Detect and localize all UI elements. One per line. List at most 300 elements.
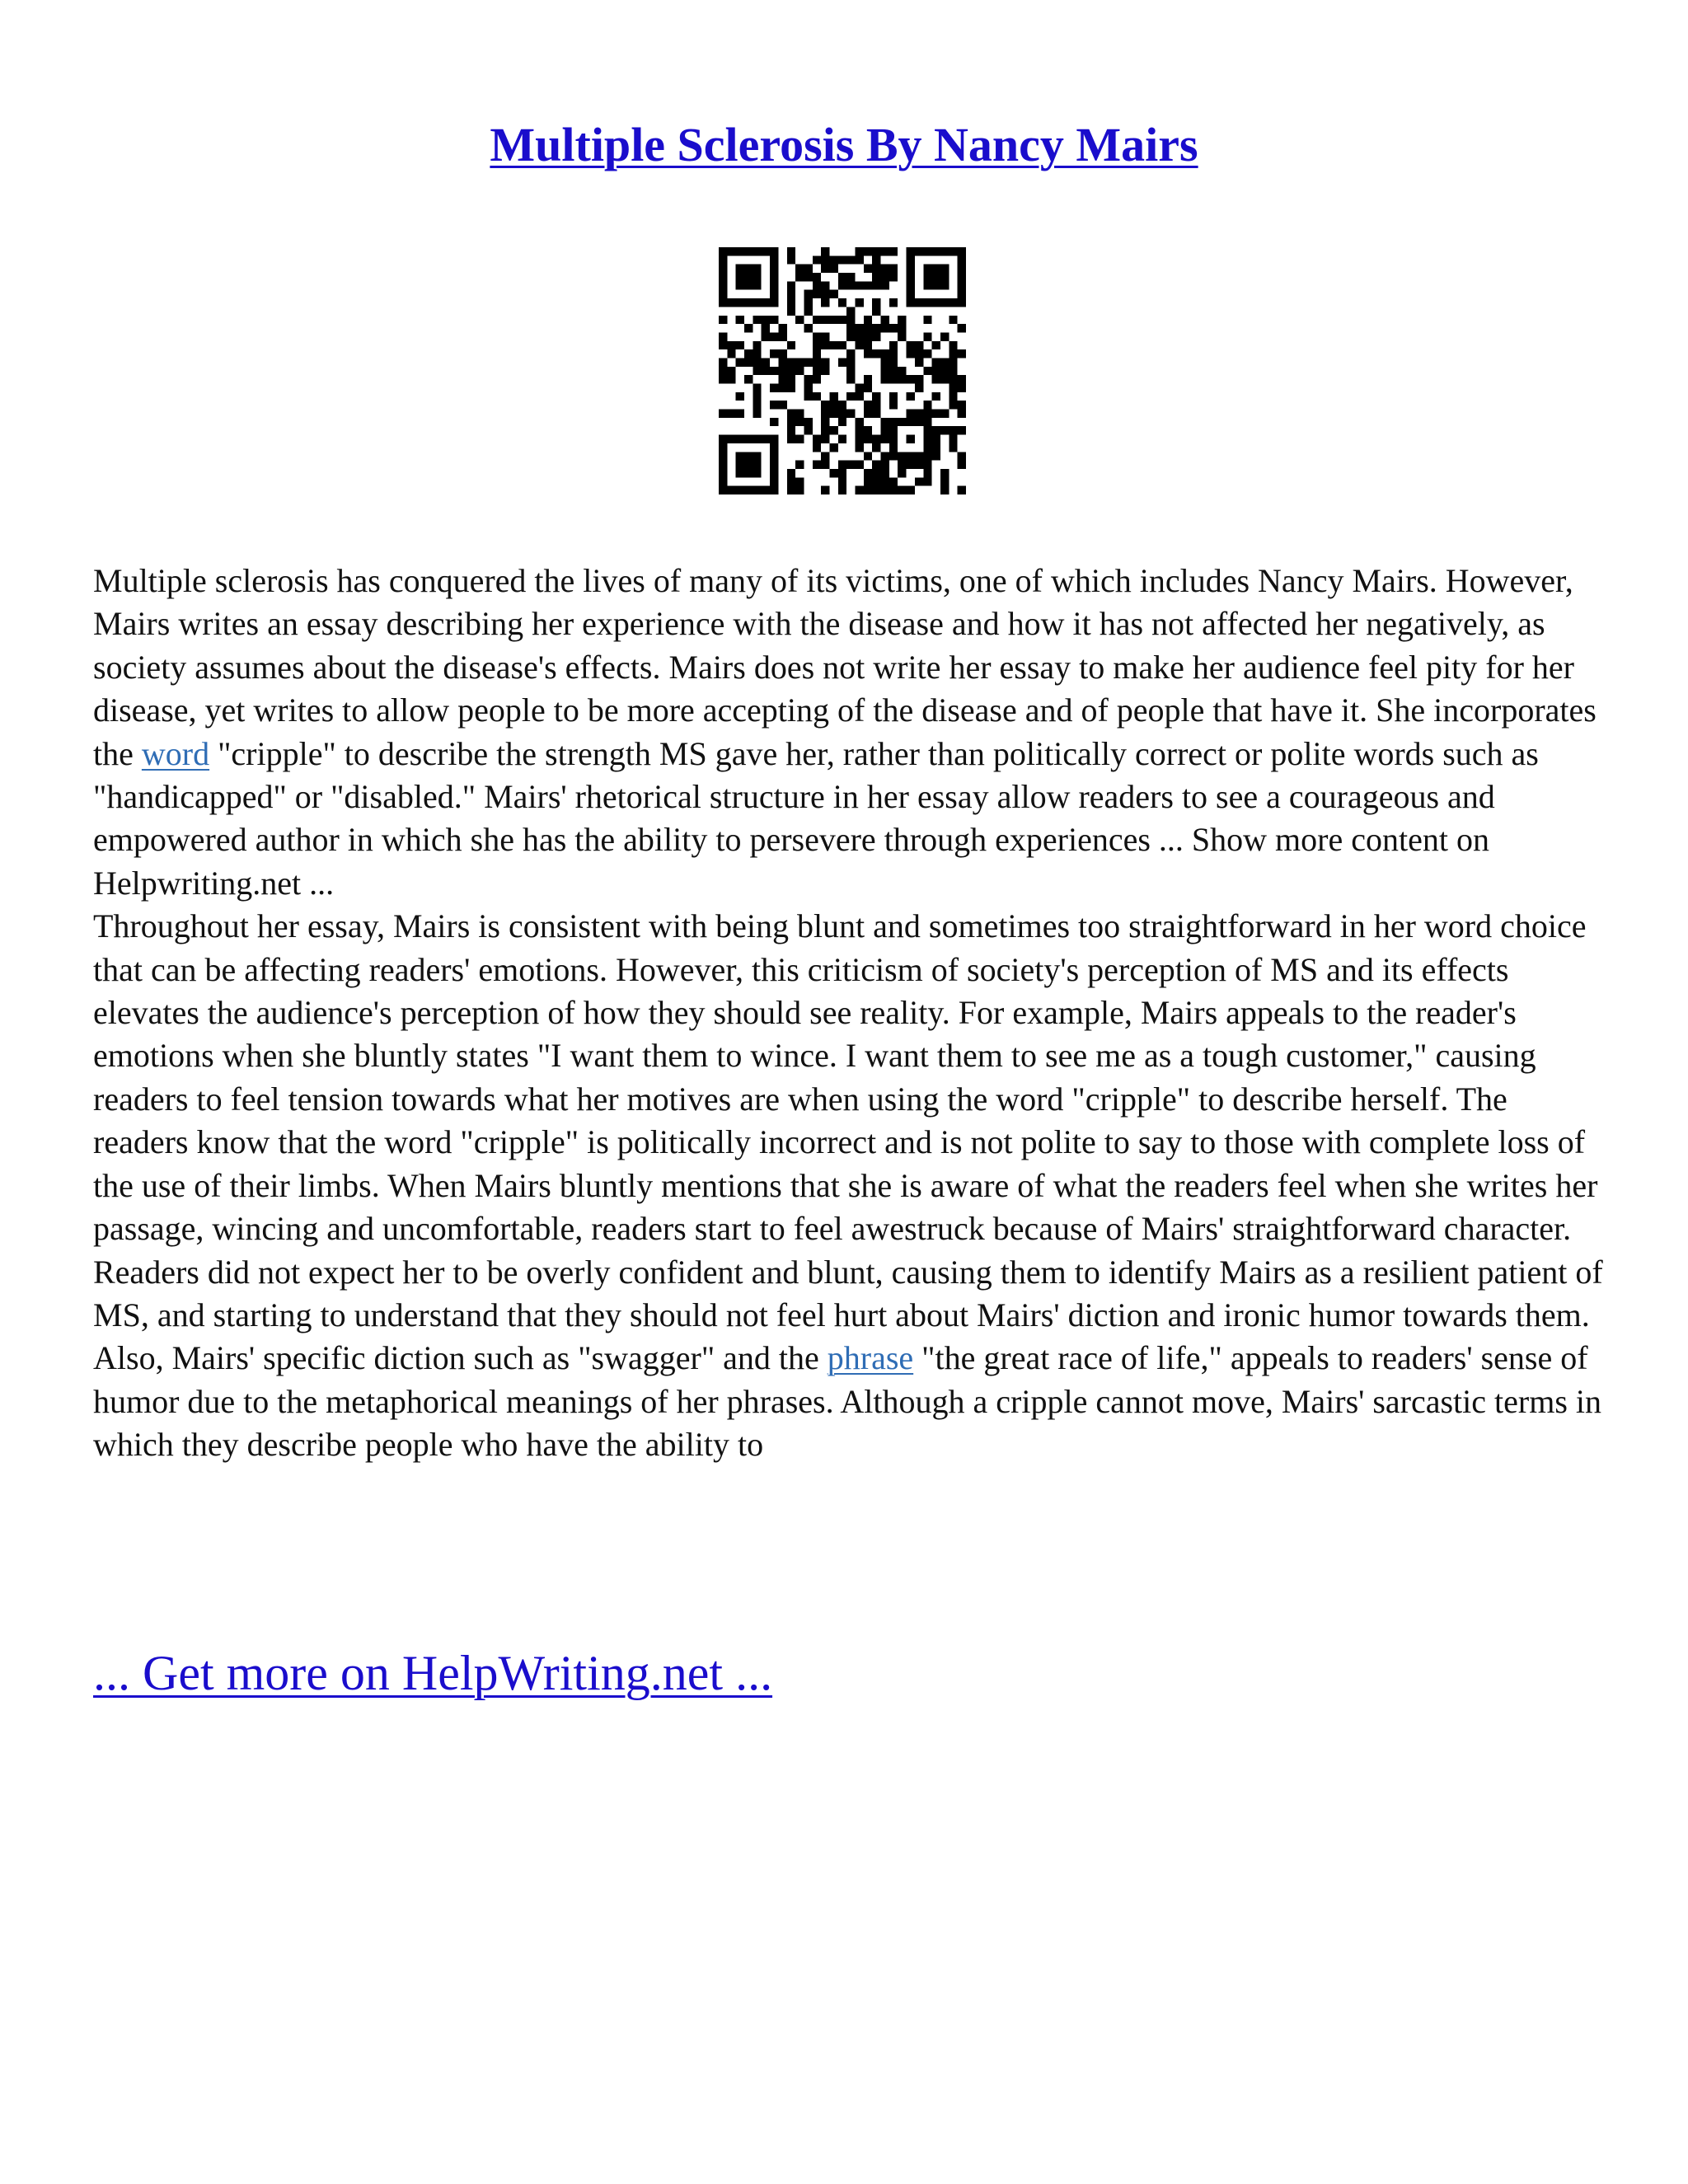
qr-module bbox=[949, 367, 957, 375]
qr-module bbox=[813, 358, 821, 366]
qr-module bbox=[949, 426, 957, 434]
title-link[interactable]: Multiple Sclerosis By Nancy Mairs bbox=[490, 118, 1198, 171]
qr-module bbox=[795, 418, 804, 426]
qr-module bbox=[915, 358, 923, 366]
qr-module bbox=[813, 367, 821, 375]
qr-module bbox=[838, 255, 846, 264]
qr-module bbox=[753, 281, 761, 289]
qr-module bbox=[907, 392, 915, 401]
qr-module bbox=[889, 265, 898, 273]
qr-module bbox=[821, 298, 829, 307]
qr-module bbox=[923, 332, 931, 340]
qr-module bbox=[907, 486, 915, 494]
qr-module bbox=[923, 452, 931, 460]
qr-module bbox=[958, 452, 966, 460]
qr-module bbox=[719, 477, 727, 485]
qr-module bbox=[932, 358, 940, 366]
qr-module bbox=[907, 281, 915, 289]
qr-module bbox=[889, 358, 898, 366]
qr-module bbox=[778, 401, 786, 409]
qr-module bbox=[838, 281, 846, 289]
qr-module bbox=[736, 358, 744, 366]
qr-module bbox=[872, 349, 880, 358]
qr-module bbox=[719, 452, 727, 460]
qr-module bbox=[881, 281, 889, 289]
qr-module bbox=[932, 375, 940, 383]
qr-module bbox=[770, 367, 778, 375]
qr-module bbox=[846, 392, 855, 401]
qr-module bbox=[821, 486, 829, 494]
qr-module bbox=[778, 367, 786, 375]
qr-module bbox=[821, 410, 829, 418]
qr-module bbox=[846, 375, 855, 383]
qr-module bbox=[932, 247, 940, 255]
qr-module bbox=[872, 486, 880, 494]
qr-module bbox=[719, 273, 727, 281]
qr-module bbox=[744, 452, 753, 460]
qr-module bbox=[813, 349, 821, 358]
qr-module bbox=[940, 477, 949, 485]
qr-module bbox=[838, 273, 846, 281]
qr-module bbox=[744, 281, 753, 289]
qr-module bbox=[821, 418, 829, 426]
qr-module bbox=[736, 410, 744, 418]
qr-module bbox=[821, 452, 829, 460]
qr-module bbox=[813, 461, 821, 469]
get-more-link-container bbox=[93, 1642, 772, 1704]
qr-module bbox=[813, 435, 821, 443]
qr-module bbox=[770, 281, 778, 289]
qr-module bbox=[787, 341, 795, 349]
qr-module bbox=[864, 426, 872, 434]
qr-module bbox=[753, 392, 761, 401]
qr-module bbox=[744, 247, 753, 255]
qr-module bbox=[829, 426, 837, 434]
qr-module bbox=[778, 358, 786, 366]
qr-module bbox=[856, 281, 864, 289]
qr-module bbox=[872, 477, 880, 485]
qr-module bbox=[923, 265, 931, 273]
qr-module bbox=[795, 265, 804, 273]
qr-module bbox=[821, 281, 829, 289]
qr-module bbox=[762, 247, 770, 255]
paragraph-1-text-a: Multiple sclerosis has conquered the lives of many of its victims, one of which includes Nancy Mairs. However, Mairs writes an essay describing her experience with the disease and how it has not affected her negatively, as society assumes about the disease's effects. Mairs does not write her essay to make her audience feel pity for her disease, yet writes to allow people to be more accepting of the disease and of people that have it. She incorporates the bbox=[93, 562, 1597, 772]
qr-module bbox=[881, 247, 889, 255]
qr-module bbox=[958, 273, 966, 281]
qr-module bbox=[804, 426, 812, 434]
qr-module bbox=[872, 281, 880, 289]
qr-module bbox=[846, 281, 855, 289]
qr-module bbox=[778, 324, 786, 332]
qr-module bbox=[753, 273, 761, 281]
qr-module bbox=[829, 469, 837, 477]
qr-module bbox=[872, 255, 880, 264]
qr-module bbox=[872, 410, 880, 418]
qr-module bbox=[829, 401, 837, 409]
qr-module bbox=[856, 255, 864, 264]
qr-module bbox=[907, 290, 915, 298]
qr-module bbox=[753, 410, 761, 418]
qr-module bbox=[940, 486, 949, 494]
qr-module bbox=[787, 255, 795, 264]
phrase-link[interactable]: phrase bbox=[827, 1339, 914, 1377]
paragraph-1 bbox=[93, 560, 1606, 905]
qr-module bbox=[719, 358, 727, 366]
qr-module bbox=[872, 307, 880, 315]
qr-module bbox=[744, 324, 753, 332]
qr-module bbox=[744, 358, 753, 366]
qr-module bbox=[744, 298, 753, 307]
qr-module bbox=[744, 375, 753, 383]
qr-module bbox=[958, 290, 966, 298]
qr-module bbox=[762, 332, 770, 340]
qr-module bbox=[804, 265, 812, 273]
qr-module bbox=[762, 367, 770, 375]
qr-module bbox=[795, 410, 804, 418]
qr-module bbox=[821, 358, 829, 366]
qr-module bbox=[923, 316, 931, 324]
qr-module bbox=[778, 384, 786, 392]
qr-module bbox=[804, 298, 812, 307]
qr-module bbox=[856, 298, 864, 307]
qr-module bbox=[864, 410, 872, 418]
qr-module bbox=[829, 316, 837, 324]
qr-module bbox=[744, 265, 753, 273]
qr-module bbox=[727, 349, 735, 358]
qr-module bbox=[958, 375, 966, 383]
qr-module bbox=[744, 461, 753, 469]
qr-module bbox=[940, 247, 949, 255]
qr-module bbox=[838, 341, 846, 349]
qr-module bbox=[838, 418, 846, 426]
qr-module bbox=[787, 486, 795, 494]
qr-module bbox=[907, 375, 915, 383]
qr-module bbox=[813, 332, 821, 340]
qr-module bbox=[856, 435, 864, 443]
qr-module bbox=[787, 410, 795, 418]
qr-module bbox=[872, 273, 880, 281]
qr-module bbox=[889, 477, 898, 485]
qr-module bbox=[736, 486, 744, 494]
qr-module bbox=[829, 341, 837, 349]
qr-module bbox=[881, 477, 889, 485]
qr-module bbox=[770, 265, 778, 273]
qr-module bbox=[770, 316, 778, 324]
qr-module bbox=[727, 298, 735, 307]
qr-module bbox=[932, 392, 940, 401]
qr-module bbox=[940, 273, 949, 281]
qr-module bbox=[923, 410, 931, 418]
qr-module bbox=[856, 392, 864, 401]
qr-module bbox=[907, 247, 915, 255]
qr-module bbox=[940, 426, 949, 434]
paragraph-2-text-b: "the great race of life," appeals to readers' sense of humor due to the metaphorical meanings of her phrases. Although a cripple cannot move, Mairs' sarcastic terms in which they describe people who have the ability to bbox=[93, 1339, 1602, 1464]
qr-module bbox=[907, 461, 915, 469]
qr-module bbox=[958, 410, 966, 418]
qr-module bbox=[719, 443, 727, 452]
qr-module bbox=[821, 401, 829, 409]
qr-module bbox=[923, 401, 931, 409]
qr-module bbox=[719, 255, 727, 264]
qr-module bbox=[736, 341, 744, 349]
qr-module bbox=[753, 367, 761, 375]
qr-module bbox=[736, 298, 744, 307]
qr-module bbox=[958, 384, 966, 392]
qr-module bbox=[923, 469, 931, 477]
qr-module bbox=[907, 255, 915, 264]
qr-module bbox=[753, 384, 761, 392]
qr-module bbox=[719, 367, 727, 375]
qr-module bbox=[846, 461, 855, 469]
qr-module bbox=[753, 298, 761, 307]
qr-module bbox=[864, 341, 872, 349]
qr-module bbox=[949, 358, 957, 366]
qr-module bbox=[821, 290, 829, 298]
qr-module bbox=[932, 341, 940, 349]
qr-module bbox=[923, 298, 931, 307]
essay-body bbox=[93, 560, 1606, 1467]
qr-module bbox=[770, 452, 778, 460]
qr-module bbox=[719, 298, 727, 307]
qr-module bbox=[923, 349, 931, 358]
qr-module bbox=[881, 316, 889, 324]
qr-module bbox=[881, 469, 889, 477]
qr-module bbox=[795, 273, 804, 281]
qr-module bbox=[856, 324, 864, 332]
qr-module bbox=[795, 486, 804, 494]
qr-module bbox=[907, 418, 915, 426]
qr-module bbox=[762, 298, 770, 307]
qr-module bbox=[932, 435, 940, 443]
qr-module bbox=[719, 486, 727, 494]
qr-module bbox=[829, 410, 837, 418]
qr-module bbox=[727, 486, 735, 494]
qr-module bbox=[846, 307, 855, 315]
qr-module bbox=[838, 358, 846, 366]
qr-module bbox=[923, 418, 931, 426]
qr-module bbox=[829, 255, 837, 264]
qr-module bbox=[889, 452, 898, 460]
qr-module bbox=[898, 332, 906, 340]
qr-module bbox=[889, 324, 898, 332]
qr-code-graphic bbox=[719, 247, 966, 494]
qr-module bbox=[804, 384, 812, 392]
qr-module bbox=[915, 452, 923, 460]
qr-module bbox=[856, 418, 864, 426]
qr-module bbox=[736, 452, 744, 460]
qr-module bbox=[762, 358, 770, 366]
qr-module bbox=[813, 316, 821, 324]
qr-module bbox=[846, 410, 855, 418]
qr-module bbox=[838, 461, 846, 469]
qr-module bbox=[949, 341, 957, 349]
qr-module bbox=[787, 358, 795, 366]
qr-module bbox=[770, 332, 778, 340]
qr-module bbox=[907, 410, 915, 418]
qr-module bbox=[753, 316, 761, 324]
qr-module bbox=[889, 273, 898, 281]
qr-module bbox=[804, 307, 812, 315]
qr-module bbox=[770, 486, 778, 494]
qr-module bbox=[787, 477, 795, 485]
qr-module bbox=[821, 341, 829, 349]
qr-module bbox=[813, 273, 821, 281]
qr-module bbox=[770, 247, 778, 255]
qr-module bbox=[889, 375, 898, 383]
qr-module bbox=[719, 410, 727, 418]
qr-module bbox=[864, 332, 872, 340]
qr-module bbox=[949, 316, 957, 324]
qr-module bbox=[762, 435, 770, 443]
qr-module bbox=[778, 349, 786, 358]
qr-module bbox=[864, 316, 872, 324]
paragraph-2 bbox=[93, 905, 1606, 1466]
qr-module bbox=[932, 452, 940, 460]
qr-module bbox=[762, 324, 770, 332]
qr-module bbox=[872, 265, 880, 273]
qr-module bbox=[846, 332, 855, 340]
qr-module bbox=[813, 392, 821, 401]
qr-module bbox=[856, 341, 864, 349]
qr-module bbox=[787, 367, 795, 375]
qr-module bbox=[813, 443, 821, 452]
qr-module bbox=[787, 290, 795, 298]
qr-module bbox=[907, 265, 915, 273]
qr-module bbox=[821, 265, 829, 273]
qr-module bbox=[949, 298, 957, 307]
qr-module bbox=[907, 298, 915, 307]
qr-module bbox=[719, 281, 727, 289]
qr-module bbox=[770, 298, 778, 307]
qr-module bbox=[898, 324, 906, 332]
qr-module bbox=[770, 469, 778, 477]
qr-module bbox=[838, 410, 846, 418]
qr-module bbox=[898, 486, 906, 494]
qr-module bbox=[864, 469, 872, 477]
qr-module bbox=[881, 426, 889, 434]
qr-module bbox=[881, 435, 889, 443]
qr-module bbox=[727, 375, 735, 383]
qr-module bbox=[821, 461, 829, 469]
qr-module bbox=[940, 281, 949, 289]
qr-module bbox=[872, 469, 880, 477]
paragraph-2-text-a: Throughout her essay, Mairs is consistent with being blunt and sometimes too straightforward in her word choice that can be affecting readers' emotions. However, this criticism of society's perception of MS and its effects elevates the audience's perception of how they should see reality. For example, Mairs appeals to the reader's emotions when she bluntly states "I want them to wince. I want them to see me as a tough customer," causing readers to feel tension towards what her motives are when using the word "cripple" to describe herself. The readers know that the word "cripple" is politically incorrect and is not polite to say to those with complete loss of the use of their limbs. When Mairs bluntly mentions that she is aware of what the readers feel when she writes her passage, wincing and uncomfortable, readers start to feel awestruck because of Mairs' straightforward character. Readers did not expect her to be overly confident and blunt, causing them to identify Mairs as a resilient patient of MS, and starting to understand that they should not feel hurt about Mairs' diction and ironic humor towards them. Also, Mairs' specific diction such as "swagger" and the bbox=[93, 907, 1603, 1377]
qr-module bbox=[719, 435, 727, 443]
qr-module bbox=[940, 367, 949, 375]
qr-module bbox=[949, 392, 957, 401]
qr-module bbox=[923, 477, 931, 485]
qr-module bbox=[770, 255, 778, 264]
qr-module bbox=[889, 443, 898, 452]
qr-module bbox=[736, 265, 744, 273]
qr-module bbox=[889, 418, 898, 426]
qr-module bbox=[838, 316, 846, 324]
qr-module bbox=[821, 426, 829, 434]
qr-module bbox=[949, 247, 957, 255]
qr-module bbox=[958, 255, 966, 264]
qr-module bbox=[923, 443, 931, 452]
qr-module bbox=[889, 486, 898, 494]
qr-module bbox=[846, 273, 855, 281]
qr-module bbox=[932, 443, 940, 452]
qr-module bbox=[949, 401, 957, 409]
qr-module bbox=[872, 435, 880, 443]
qr-module bbox=[958, 426, 966, 434]
qr-module bbox=[736, 273, 744, 281]
qr-module bbox=[907, 341, 915, 349]
qr-module bbox=[949, 435, 957, 443]
qr-module bbox=[736, 469, 744, 477]
qr-module bbox=[744, 435, 753, 443]
qr-module bbox=[744, 486, 753, 494]
qr-module bbox=[762, 316, 770, 324]
qr-module bbox=[821, 255, 829, 264]
qr-module bbox=[881, 461, 889, 469]
qr-module bbox=[770, 461, 778, 469]
qr-module bbox=[770, 349, 778, 358]
qr-module bbox=[864, 452, 872, 460]
qr-module bbox=[915, 384, 923, 392]
qr-module bbox=[846, 367, 855, 375]
qr-module bbox=[821, 435, 829, 443]
qr-module bbox=[872, 324, 880, 332]
qr-module bbox=[795, 358, 804, 366]
qr-module bbox=[719, 332, 727, 340]
qr-module bbox=[795, 461, 804, 469]
qr-module bbox=[736, 461, 744, 469]
qr-module bbox=[813, 281, 821, 289]
qr-module bbox=[915, 349, 923, 358]
qr-module bbox=[958, 265, 966, 273]
qr-module bbox=[846, 255, 855, 264]
qr-module bbox=[958, 349, 966, 358]
qr-module bbox=[856, 384, 864, 392]
qr-module bbox=[915, 375, 923, 383]
qr-module bbox=[813, 375, 821, 383]
qr-module bbox=[795, 367, 804, 375]
qr-module bbox=[958, 461, 966, 469]
qr-module bbox=[923, 247, 931, 255]
qr-module bbox=[795, 477, 804, 485]
qr-module bbox=[915, 247, 923, 255]
qr-module bbox=[856, 332, 864, 340]
qr-module bbox=[949, 349, 957, 358]
qr-module bbox=[744, 469, 753, 477]
qr-module bbox=[915, 477, 923, 485]
qr-module bbox=[727, 435, 735, 443]
qr-module bbox=[949, 384, 957, 392]
qr-module bbox=[864, 477, 872, 485]
qr-module bbox=[787, 469, 795, 477]
qr-module bbox=[881, 324, 889, 332]
get-more-link[interactable]: ... Get more on HelpWriting.net ... bbox=[93, 1646, 773, 1700]
qr-module bbox=[719, 461, 727, 469]
qr-module bbox=[736, 281, 744, 289]
qr-module bbox=[846, 349, 855, 358]
page-title bbox=[0, 114, 1688, 176]
qr-module bbox=[753, 349, 761, 358]
qr-module bbox=[719, 469, 727, 477]
word-link[interactable]: word bbox=[141, 734, 210, 772]
qr-module bbox=[838, 469, 846, 477]
qr-module bbox=[872, 332, 880, 340]
qr-module bbox=[795, 435, 804, 443]
qr-module bbox=[864, 281, 872, 289]
qr-module bbox=[898, 452, 906, 460]
qr-module bbox=[838, 435, 846, 443]
qr-module bbox=[932, 426, 940, 434]
qr-module bbox=[940, 265, 949, 273]
